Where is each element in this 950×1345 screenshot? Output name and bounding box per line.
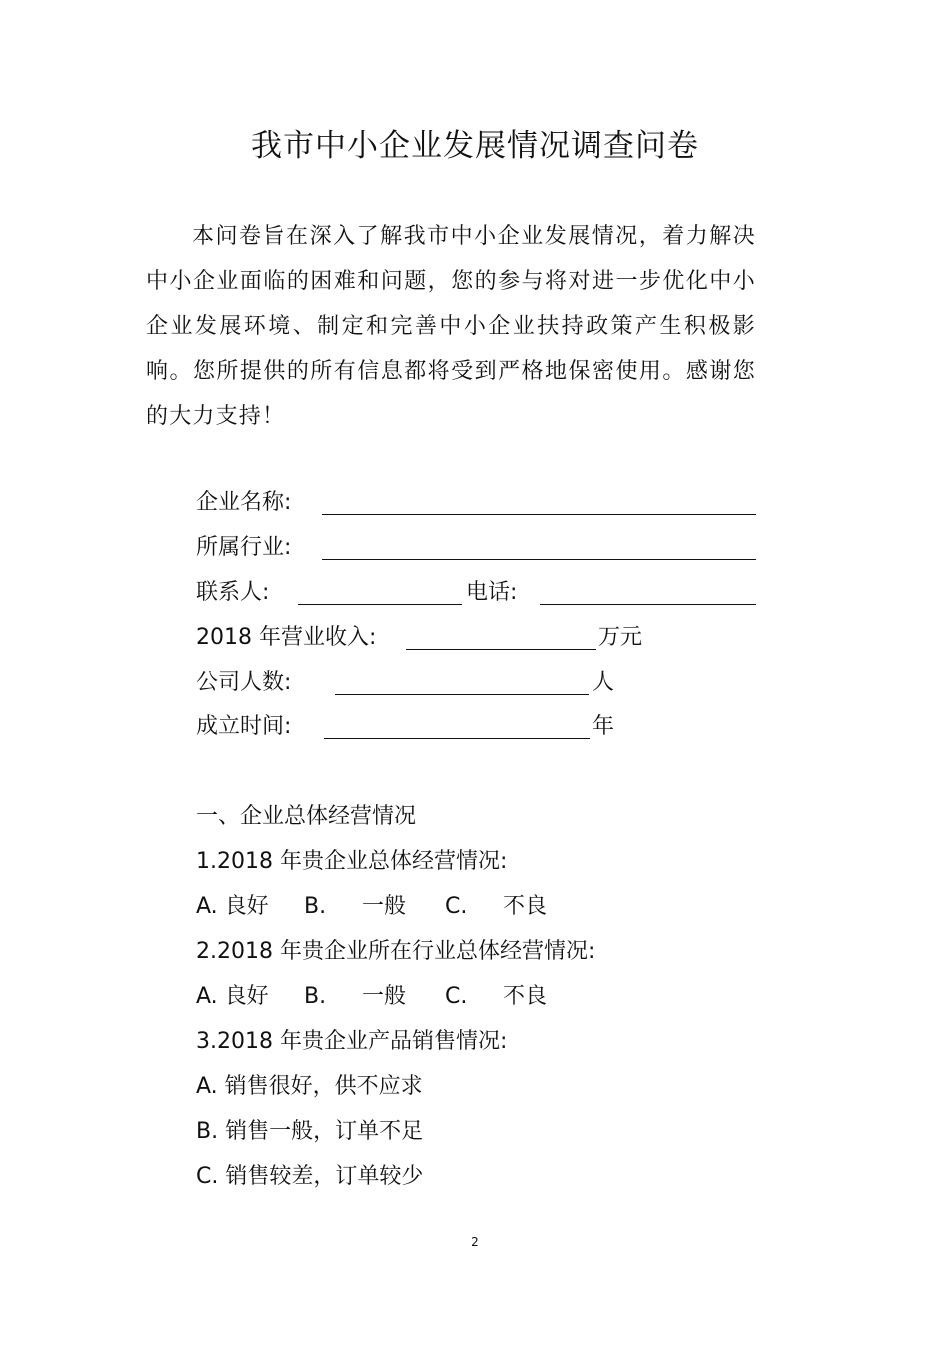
- founded-label: 成立时间:: [196, 714, 292, 739]
- q1-option-b-letter[interactable]: B.: [304, 894, 327, 919]
- q2-option-b-letter[interactable]: B.: [304, 984, 327, 1009]
- contact-field[interactable]: [298, 604, 462, 605]
- q2-option-a[interactable]: A. 良好: [196, 984, 269, 1009]
- question-3: 3.2018 年贵企业产品销售情况:: [196, 1029, 508, 1054]
- question-2: 2.2018 年贵企业所在行业总体经营情况:: [196, 939, 596, 964]
- employees-label: 公司人数:: [196, 670, 292, 695]
- intro-paragraph: [146, 214, 756, 439]
- founded-field[interactable]: [324, 738, 590, 739]
- revenue-unit: 万元: [598, 625, 643, 650]
- page-number: 2: [471, 1235, 479, 1249]
- q1-option-c-text[interactable]: 不良: [503, 894, 548, 919]
- q1-option-c-letter[interactable]: C.: [445, 894, 468, 919]
- employees-field[interactable]: [335, 694, 589, 695]
- q2-option-c-letter[interactable]: C.: [445, 984, 468, 1009]
- question-1: 1.2018 年贵企业总体经营情况:: [196, 849, 508, 874]
- intro-text: 本问卷旨在深入了解我市中小企业发展情况，着力解决中小企业面临的困难和问题，您的参与将对进一步优化中小企业发展环境、制定和完善中小企业扶持政策产生积极影响。您所提供的所有信息都将受到严格地保密使用。感谢您的大力支持！: [146, 224, 756, 429]
- revenue-label: 2018 年营业收入:: [196, 625, 377, 650]
- document-title: 我市中小企业发展情况调查问卷: [251, 128, 699, 164]
- employees-unit: 人: [592, 670, 615, 695]
- q1-option-a[interactable]: A. 良好: [196, 894, 269, 919]
- contact-label: 联系人:: [196, 580, 270, 605]
- company-name-label: 企业名称:: [196, 490, 292, 515]
- founded-unit: 年: [592, 714, 615, 739]
- q1-option-b-text[interactable]: 一般: [362, 894, 407, 919]
- q2-option-c-text[interactable]: 不良: [503, 984, 548, 1009]
- revenue-field[interactable]: [406, 649, 596, 650]
- company-name-field[interactable]: [322, 514, 756, 515]
- industry-label: 所属行业:: [196, 535, 292, 560]
- q2-option-b-text[interactable]: 一般: [362, 984, 407, 1009]
- phone-field[interactable]: [540, 604, 756, 605]
- q3-option-a[interactable]: A. 销售很好，供不应求: [196, 1074, 423, 1099]
- section1-heading: 一、企业总体经营情况: [196, 804, 417, 829]
- phone-label: 电话:: [466, 580, 518, 605]
- q3-option-c[interactable]: C. 销售较差，订单较少: [196, 1164, 424, 1189]
- q3-option-b[interactable]: B. 销售一般，订单不足: [196, 1119, 424, 1144]
- industry-field[interactable]: [322, 559, 756, 560]
